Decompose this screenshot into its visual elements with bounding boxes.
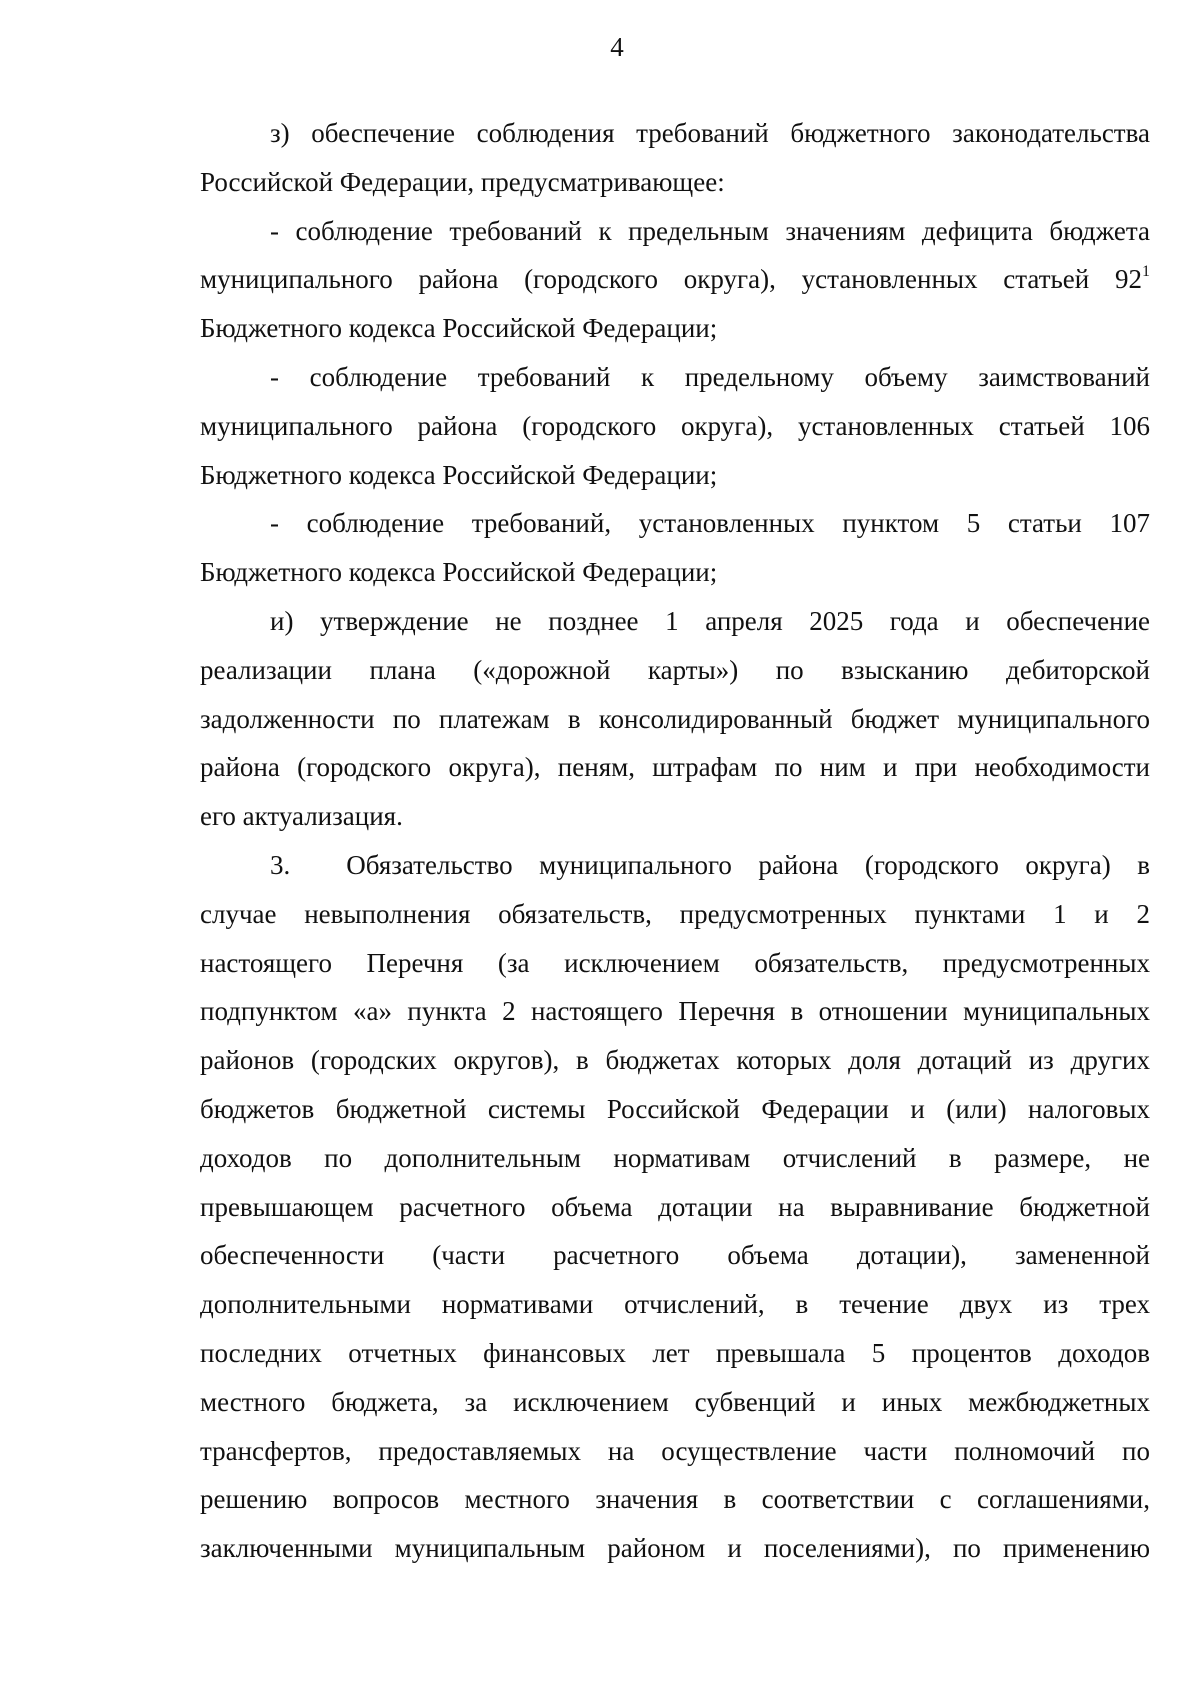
paragraph-line [200, 841, 1150, 890]
line-text: муниципального района (городского округа), установленных статьей 92 [200, 264, 1142, 295]
paragraph-line: случае невыполнения обязательств, предусмотренных пунктами 1 и 2 [200, 898, 1150, 929]
paragraph-line: местного бюджета, за исключением субвенций и иных межбюджетных [200, 1386, 1150, 1417]
paragraph-line: з) обеспечение соблюдения требований бюджетного законодательства [270, 118, 1150, 148]
paragraph-line: реализации плана («дорожной карты») по взысканию дебиторской [200, 654, 1150, 685]
paragraph-line: превышающем расчетного объема дотации на выравнивание бюджетной [200, 1191, 1150, 1222]
paragraph-line: заключенными муниципальным районом и поселениями), по применению [200, 1533, 1150, 1564]
paragraph-line: его актуализация. [200, 801, 403, 832]
paragraph-line: задолженности по платежам в консолидированный бюджет муниципального [200, 703, 1150, 734]
paragraph-line: настоящего Перечня (за исключением обязательств, предусмотренных [200, 947, 1150, 978]
paragraph-line: - соблюдение требований к предельным значениям дефицита бюджета [270, 215, 1150, 246]
paragraph-line: - соблюдение требований, установленных пунктом 5 статьи 107 [270, 508, 1150, 539]
paragraph-line: Российской Федерации, предусматривающее: [200, 166, 725, 197]
paragraph-line: последних отчетных финансовых лет превышала 5 процентов доходов [200, 1337, 1150, 1368]
paragraph-bullet-borrowing [200, 353, 1150, 499]
paragraph-line: решению вопросов местного значения в соответствии с соглашениями, [200, 1484, 1150, 1515]
paragraph-i [200, 597, 1150, 841]
paragraph-line: обеспеченности (части расчетного объема дотации), замененной [200, 1240, 1150, 1271]
paragraph-line: дополнительными нормативами отчислений, в течение двух из трех [200, 1289, 1150, 1320]
paragraph-line: Бюджетного кодекса Российской Федерации; [200, 557, 718, 588]
paragraph-line: - соблюдение требований к предельному объему заимствований [270, 361, 1150, 392]
line-text: Обязательство муниципального района (городского округа) в [346, 849, 1150, 880]
paragraph-z [200, 109, 1150, 207]
paragraph-line: района (городского округа), пеням, штрафам по ним и при необходимости [200, 752, 1150, 783]
paragraph-line: Бюджетного кодекса Российской Федерации; [200, 313, 718, 344]
section-number: 3. [270, 849, 291, 880]
paragraph-line [200, 255, 1150, 304]
page-number: 4 [610, 32, 624, 62]
paragraph-line: трансфертов, предоставляемых на осуществление части полномочий по [200, 1435, 1150, 1466]
paragraph-line: и) утверждение не позднее 1 апреля 2025 года и обеспечение [270, 605, 1150, 636]
paragraph-bullet-article-107 [200, 499, 1150, 597]
paragraph-line: муниципального района (городского округа), установленных статьей 106 [200, 410, 1150, 441]
paragraph-line: районов (городских округов), в бюджетах которых доля дотаций из других [200, 1045, 1150, 1076]
superscript: 1 [1142, 263, 1150, 281]
paragraph-3 [200, 841, 1150, 1573]
paragraph-line: бюджетов бюджетной системы Российской Федерации и (или) налоговых [200, 1093, 1150, 1124]
paragraph-line: доходов по дополнительным нормативам отчислений в размере, не [200, 1142, 1150, 1173]
paragraph-line: Бюджетного кодекса Российской Федерации; [200, 459, 718, 490]
document-body [200, 109, 1150, 1573]
paragraph-bullet-deficit [200, 207, 1150, 353]
paragraph-line: подпунктом «а» пункта 2 настоящего Перечня в отношении муниципальных [200, 996, 1150, 1027]
